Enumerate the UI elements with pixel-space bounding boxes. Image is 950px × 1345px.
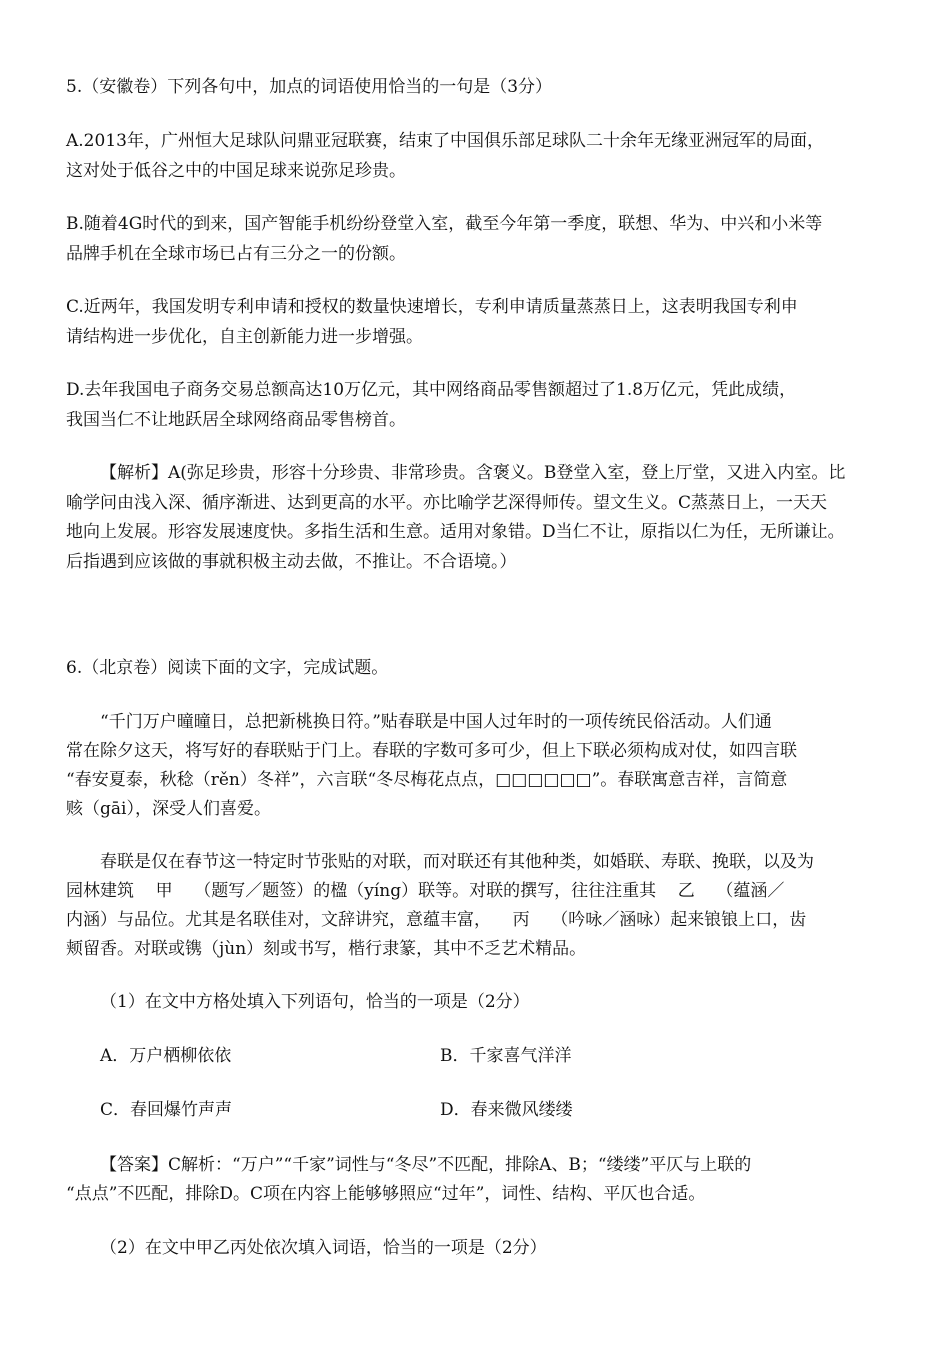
q5-option-d-line-2: 我国当仁不让地跃居全球网络商品零售榜首。 — [66, 410, 406, 430]
q6-sub1-option-c: C．春回爆竹声声 — [100, 1100, 233, 1120]
q6-sub1-option-d: D．春来微风缕缕 — [440, 1100, 573, 1120]
q6-sub1-stem: （1）在文中方格处填入下列语句，恰当的一项是（2分） — [100, 992, 530, 1012]
q6-answer-line-1: 【答案】C解析：“万户”“千家”词性与“冬尽”不匹配，排除A、B；“缕缕”平仄与上联的 — [100, 1155, 752, 1175]
q5-option-b-line-1: B.随着4G时代的到来，国产智能手机纷纷登堂入室，截至今年第一季度，联想、华为、中兴和小米等 — [66, 214, 823, 234]
q6-stem: 6.（北京卷）阅读下面的文字，完成试题。 — [66, 658, 389, 678]
q5-analysis-line-3: 地向上发展。形容发展速度快。多指生活和生意。适用对象错。D当仁不让，原指以仁为任，无所谦让。 — [66, 522, 845, 542]
q6-sub1-option-b: B．千家喜气洋洋 — [440, 1046, 572, 1066]
q5-stem: 5.（安徽卷）下列各句中，加点的词语使用恰当的一句是（3分） — [66, 77, 553, 97]
q6-answer-line-2: “点点”不匹配，排除D。C项在内容上能够够照应“过年”，词性、结构、平仄也合适。 — [66, 1184, 706, 1204]
q5-option-a-line-1: A.2013年，广州恒大足球队问鼎亚冠联赛，结束了中国俱乐部足球队二十余年无缘亚洲冠军的局面， — [66, 131, 824, 151]
q6-para1-line-2: 常在除夕这天，将写好的春联贴于门上。春联的字数可多可少，但上下联必须构成对仗，如四言联 — [66, 741, 797, 761]
q5-option-c-line-1: C.近两年，我国发明专利申请和授权的数量快速增长，专利申请质量蒸蒸日上，这表明我国专利申 — [66, 297, 798, 317]
q5-option-d-line-1: D.去年我国电子商务交易总额高达10万亿元，其中网络商品零售额超过了1.8万亿元，凭此成绩， — [66, 380, 797, 400]
q5-analysis-line-4: 后指遇到应该做的事就积极主动去做，不推让。不合语境。） — [66, 552, 517, 572]
q6-para2-line-3: 内涵）与品位。尤其是名联佳对，文辞讲究，意蕴丰富， 丙 （吟咏／涵咏）起来锒锒上口，齿 — [66, 910, 807, 930]
q5-analysis-line-2: 喻学问由浅入深、循序渐进、达到更高的水平。亦比喻学艺深得师传。望文生义。C蒸蒸日上，一天天 — [66, 493, 828, 513]
q5-option-b-line-2: 品牌手机在全球市场已占有三分之一的份额。 — [66, 244, 406, 264]
q6-sub2-stem: （2）在文中甲乙丙处依次填入词语，恰当的一项是（2分） — [100, 1238, 547, 1258]
q6-para1-line-1: “千门万户曈曈日，总把新桃换日符。”贴春联是中国人过年时的一项传统民俗活动。人们通 — [100, 712, 772, 732]
q6-para2-line-1: 春联是仅在春节这一特定时节张贴的对联，而对联还有其他种类，如婚联、寿联、挽联，以及为 — [100, 852, 814, 872]
q6-sub1-option-a: A．万户栖柳依依 — [100, 1046, 232, 1066]
q6-para1-line-3: “春安夏泰，秋稔（rěn）冬祥”，六言联“冬尽梅花点点，□□□□□□”。春联寓意吉祥，言简意 — [66, 770, 788, 790]
q6-para2-line-4: 颊留香。对联或镌（jùn）刻或书写，楷行隶篆，其中不乏艺术精品。 — [66, 939, 587, 959]
q6-para1-line-4: 赅（gāi），深受人们喜爱。 — [66, 799, 271, 819]
q5-analysis-line-1: 【解析】A(弥足珍贵，形容十分珍贵、非常珍贵。含褒义。B登堂入室，登上厅堂，又进入内室。比 — [100, 463, 846, 483]
q5-option-c-line-2: 请结构进一步优化，自主创新能力进一步增强。 — [66, 327, 423, 347]
q5-option-a-line-2: 这对处于低谷之中的中国足球来说弥足珍贵。 — [66, 161, 406, 181]
q6-para2-line-2: 园林建筑 甲 （题写／题签）的楹（yíng）联等。对联的撰写，往往注重其 乙 （蕴涵／ — [66, 881, 785, 901]
